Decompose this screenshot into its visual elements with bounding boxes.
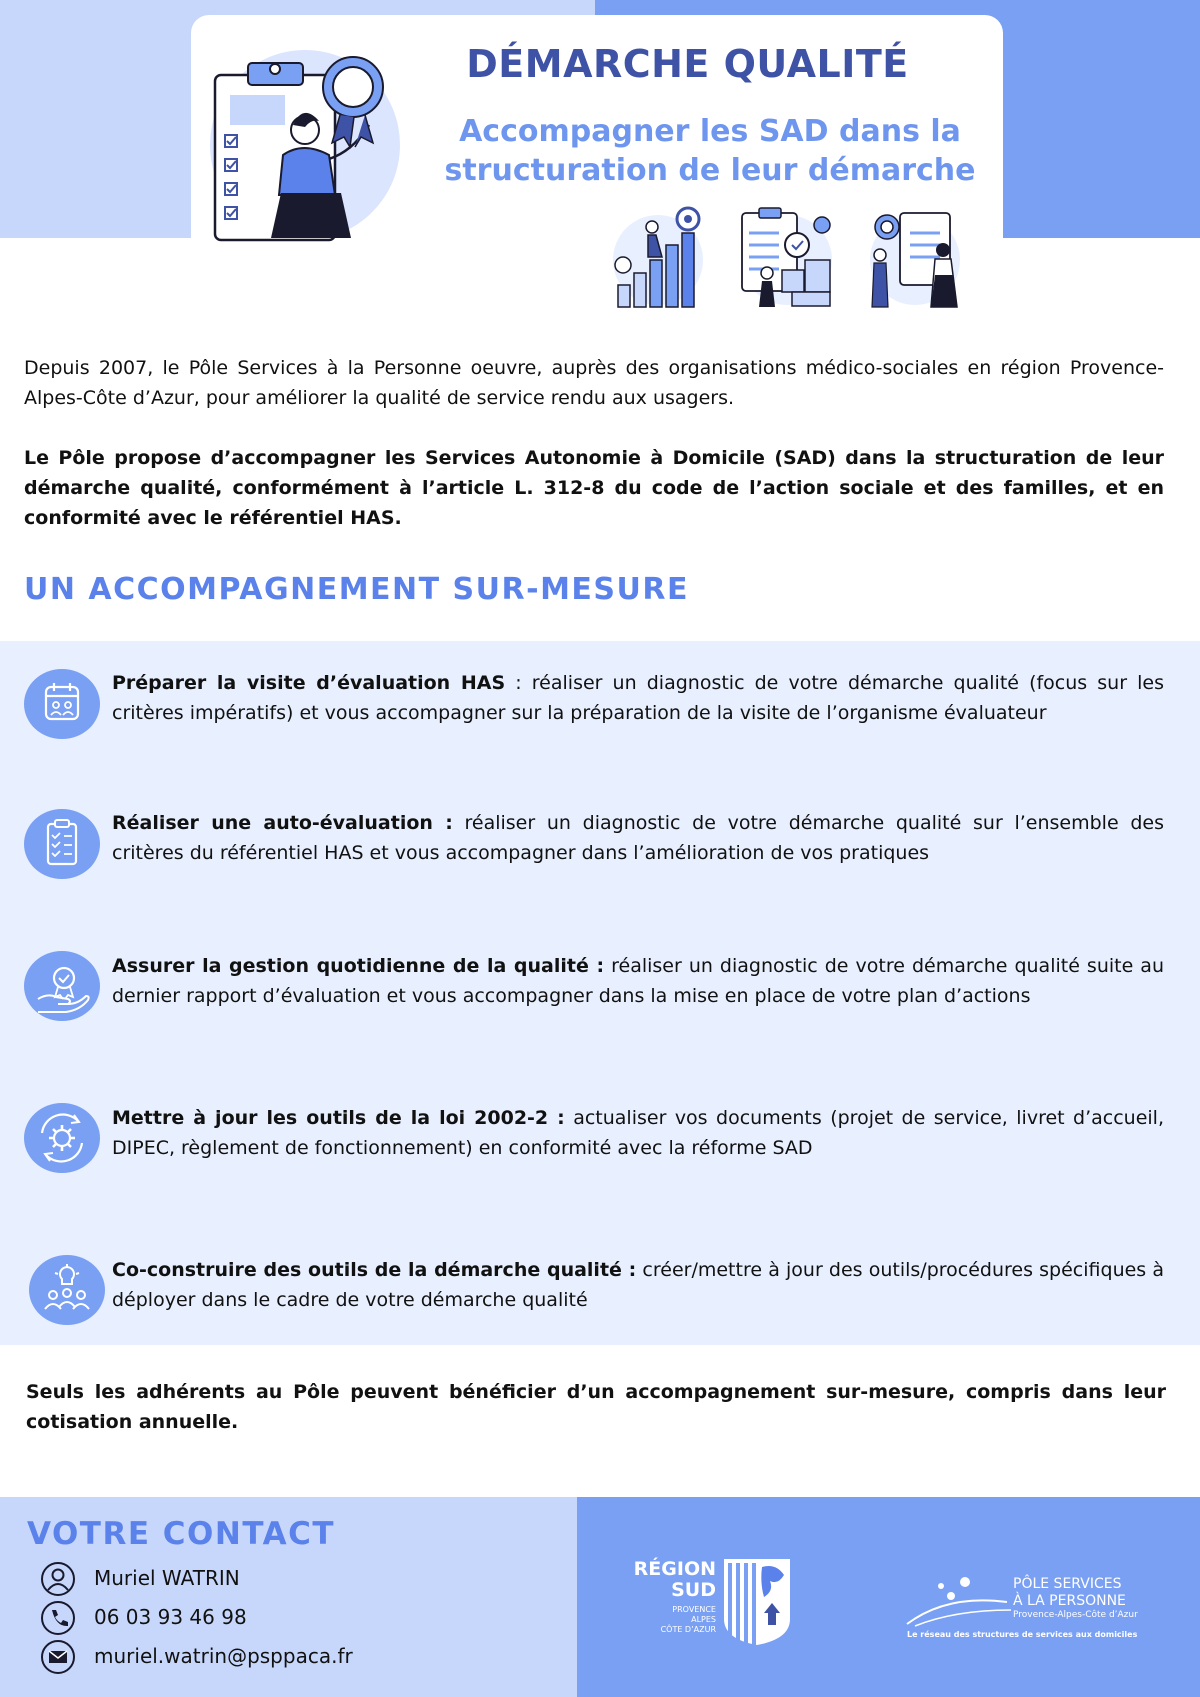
quality-badge-hand-icon [24, 951, 100, 1021]
contact-phone[interactable]: 06 03 93 46 98 [94, 1605, 247, 1629]
region-sud-logo [618, 1557, 793, 1647]
phone-icon [40, 1600, 76, 1636]
service-item-law-tools [0, 1103, 1200, 1183]
section-title: UN ACCOMPAGNEMENT SUR-MESURE [24, 572, 689, 607]
pole-logo-line2: À LA PERSONNE [1013, 1593, 1126, 1609]
service-separator: : [505, 672, 532, 694]
service-text [112, 668, 1164, 728]
service-text [112, 951, 1164, 1011]
service-text [112, 808, 1164, 868]
region-shield-icon [722, 1557, 792, 1647]
service-description: créer/mettre à jour des outils/procédures spécifiques à déployer dans le cadre de votre démarche qualité [112, 1259, 1165, 1311]
intro-paragraph-bold: Le Pôle propose d’accompagner les Services Autonomie à Domicile (SAD) dans la structuration de leur démarche qualité, conformément à l’article L. 312-8 du code de l’action sociale et des familles, et en conformité avec le référentiel HAS. [24, 447, 1164, 529]
user-icon [40, 1561, 76, 1597]
mail-icon [40, 1639, 76, 1675]
region-logo-sub1: PROVENCE [672, 1605, 716, 1614]
region-logo-line1: RÉGION [633, 1558, 716, 1580]
service-item-self-assessment [0, 808, 1200, 888]
region-logo-line2: SUD [671, 1579, 716, 1601]
service-item-co-construction [0, 1255, 1200, 1335]
service-separator [565, 1107, 573, 1129]
service-title: Réaliser une auto-évaluation : [112, 812, 453, 834]
service-description: réaliser un diagnostic de votre démarche qualité suite au dernier rapport d’évaluation et vous accompagner dans la mise en place de votre plan d’actions [112, 955, 1164, 1007]
checklist-clipboard-icon [24, 809, 100, 879]
service-title: Co-construire des outils de la démarche qualité : [112, 1259, 637, 1281]
subtitle-line-1: Accompagner les SAD dans la [459, 114, 961, 149]
contact-email[interactable]: muriel.watrin@psppaca.fr [94, 1644, 353, 1668]
page-subtitle [430, 112, 990, 190]
service-item-has-visit [0, 668, 1200, 748]
pole-logo-line1: PÔLE SERVICES [1013, 1576, 1122, 1592]
service-text [112, 1103, 1164, 1163]
region-logo-sub3: CÔTE D’AZUR [660, 1625, 716, 1634]
subtitle-line-2: structuration de leur démarche [444, 153, 976, 188]
service-description: actualiser vos documents (projet de service, livret d’accueil, DIPEC, règlement de fonctionnement) en conformité avec la réforme SAD [112, 1107, 1164, 1159]
award-team-illustration [865, 205, 965, 310]
pole-swoosh-icon [905, 1572, 1015, 1632]
contact-name: Muriel WATRIN [94, 1566, 240, 1590]
region-logo-sub2: ALPES [691, 1615, 716, 1624]
contact-title: VOTRE CONTACT [27, 1516, 335, 1552]
gear-cycle-icon [24, 1103, 100, 1173]
service-item-daily-quality [0, 951, 1200, 1031]
intro-paragraph: Depuis 2007, le Pôle Services à la Personne oeuvre, auprès des organisations médico-sociales en région Provence-Alpes-Côte d’Azur, pour améliorer la qualité de service rendu aux usagers. [24, 357, 1164, 409]
pole-logo-tagline: Le réseau des structures de services aux domiciles [907, 1630, 1138, 1639]
service-title: Assurer la gestion quotidienne de la qualité : [112, 955, 605, 977]
hero-clipboard-illustration [205, 35, 420, 247]
service-separator [453, 812, 465, 834]
pole-logo-line3: Provence-Alpes-Côte d’Azur [1013, 1610, 1138, 1620]
service-description: réaliser un diagnostic de votre démarche qualité sur l’ensemble des critères du référentiel HAS et vous accompagner dans l’amélioration de vos pratiques [112, 812, 1164, 864]
page-title: DÉMARCHE QUALITÉ [466, 42, 909, 86]
team-idea-icon [29, 1255, 105, 1325]
pole-services-logo [905, 1572, 1145, 1642]
service-text [112, 1255, 1164, 1315]
membership-note: Seuls les adhérents au Pôle peuvent bénéficier d’un accompagnement sur-mesure, compris dans leur cotisation annuelle. [26, 1381, 1166, 1433]
growth-target-illustration [608, 205, 708, 310]
service-title: Mettre à jour les outils de la loi 2002-2 : [112, 1107, 565, 1129]
inspection-boxes-illustration [737, 205, 837, 310]
service-title: Préparer la visite d’évaluation HAS [112, 672, 506, 694]
service-description: réaliser un diagnostic de votre démarche qualité (focus sur les critères impératifs) et vous accompagner sur la préparation de la visite de l’organisme évaluateur [112, 672, 1164, 724]
calendar-team-icon [24, 669, 100, 739]
